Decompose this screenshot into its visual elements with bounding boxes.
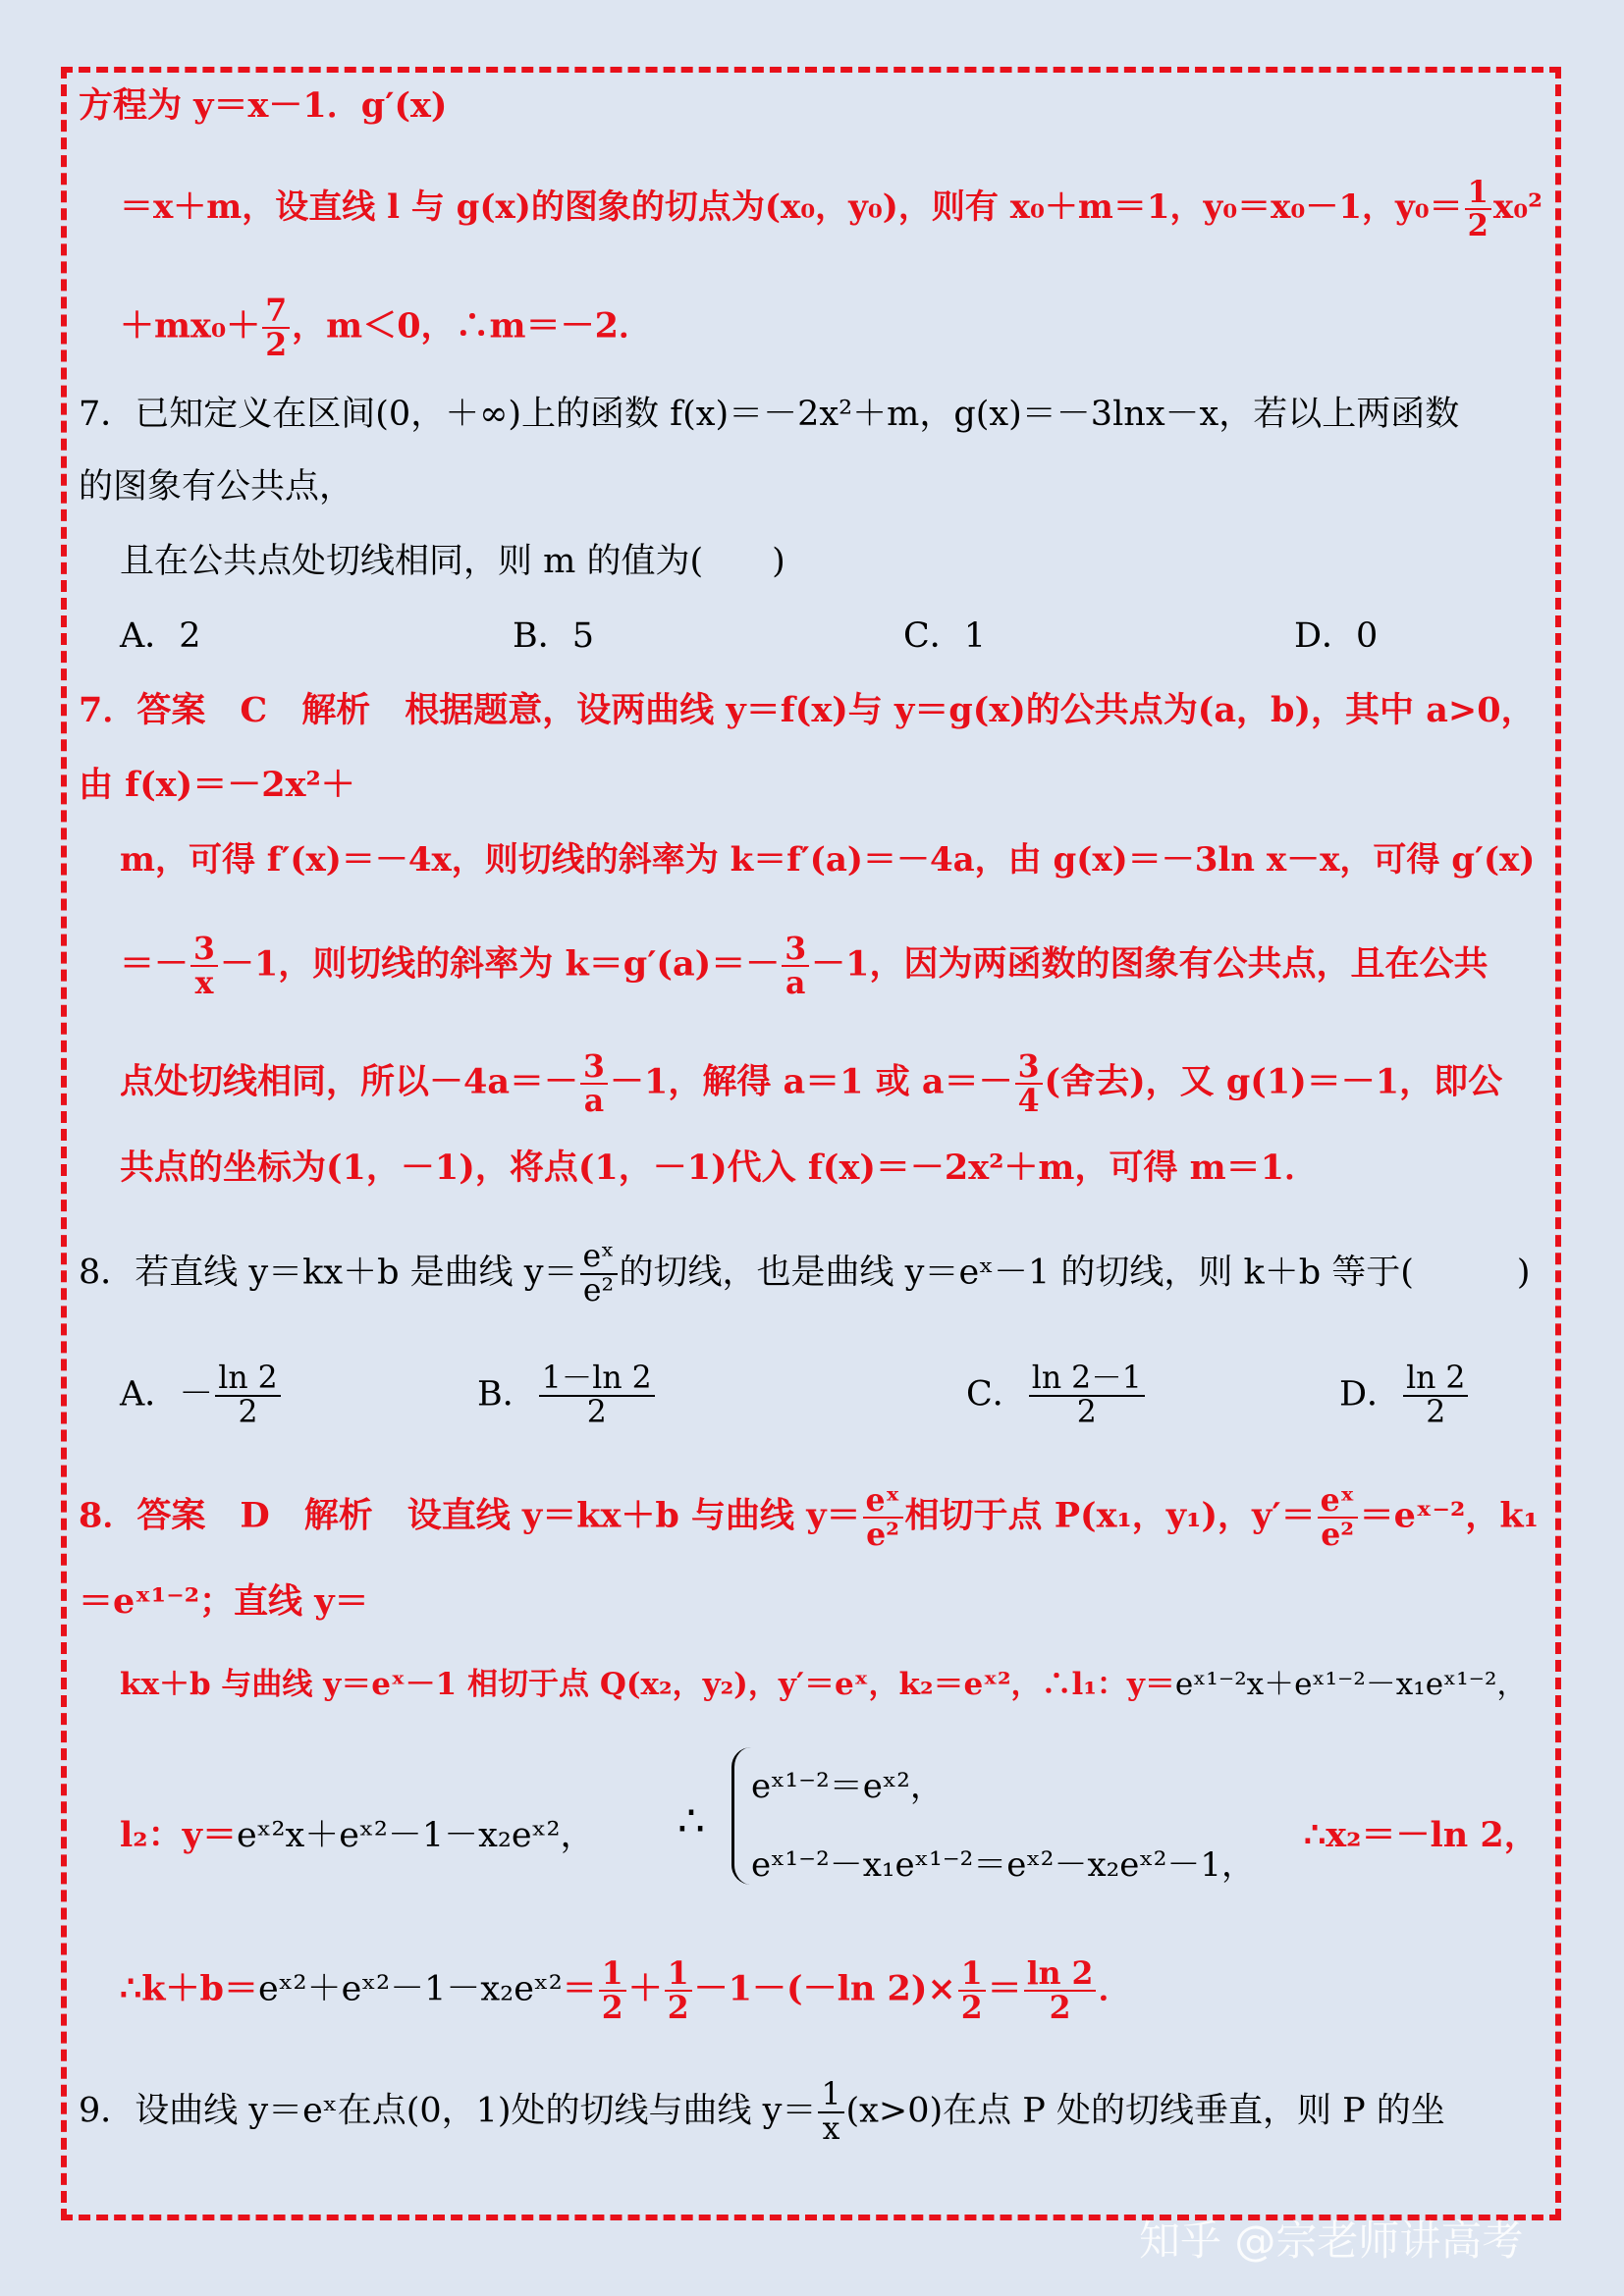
question-7-options — [79, 616, 1545, 656]
dashed-red-border — [61, 67, 1561, 2220]
option-b: B． $\frac{1-\ln 2}{2}$ — [477, 1362, 657, 1429]
system-brace — [731, 1747, 752, 1885]
answer-8-line-5: ∴k＋b＝eˣ²＋eˣ²－1－x₂eˣ²＝ $\frac{1}{2}$ ＋ $\frac{1}{2}$ －1－(－ln 2)× $\frac{1}{2}$ ＝ $\frac{\ln 2}{2}$ ． — [120, 1955, 1133, 2027]
question-7-line-2: 的图象有公共点， — [79, 467, 354, 507]
answer-7-line-6: 共点的坐标为(1，－1)，将点(1，－1)代入 f(x)＝－2x²＋m，可得 m＝1． — [120, 1148, 1320, 1188]
option-c: C．1 — [903, 616, 987, 656]
answer-8-line-4: l₂：y＝eˣ²x＋eˣ²－1－x₂eˣ²， — [120, 1815, 595, 1855]
answer-8-x2-result: ∴x₂＝－ln 2， — [1304, 1815, 1539, 1855]
question-9-line-1: 9．设曲线 y＝eˣ在点(0，1)处的切线与曲线 y＝ $\frac{1}{x}$ (x>0)在点 P 处的切线垂直，则 P 的坐 — [79, 2077, 1445, 2148]
prev-answer-line-1: 方程为 y＝x－1．g′(x) — [79, 85, 448, 126]
option-a: A．2 — [120, 616, 201, 656]
answer-7-line-1: 7．答案 C 解析 根据题意，设两曲线 y＝f(x)与 y＝g(x)的公共点为(a，b)，其中 a>0， — [79, 690, 1536, 730]
answer-8-line-2: ＝eˣ¹⁻²；直线 y＝ — [79, 1581, 369, 1622]
prev-answer-line-2: ＝x＋m，设直线 l 与 g(x)的图象的切点为(x₀，y₀)，则有 x₀＋m＝1，y₀＝x₀－1，y₀＝ $\frac{1}{2}$ x₀² — [120, 175, 1543, 244]
answer-7-line-4: ＝－ $\frac{3}{x}$ －1，则切线的斜率为 k＝g′(a)＝－ $\frac{3}{a}$ －1，因为两函数的图象有公共点，且在公共 — [120, 931, 1489, 1002]
question-8-options — [79, 1361, 1545, 1431]
answer-7-line-5: 点处切线相同，所以－4a＝－ $\frac{3}{a}$ －1，解得 a＝1 或 a＝－ $\frac{3}{4}$ (舍去)，又 g(1)＝－1，即公 — [120, 1048, 1503, 1120]
watermark: 知乎 @宗老师讲高考 — [1139, 2216, 1524, 2265]
system-equation-2: eˣ¹⁻²－x₁eˣ¹⁻²＝eˣ²－x₂eˣ²－1， — [751, 1845, 1256, 1885]
option-b: B．5 — [513, 616, 594, 656]
option-a: A．－ $\frac{\ln 2}{2}$ — [120, 1362, 283, 1429]
system-equation-1: eˣ¹⁻²＝eˣ²， — [751, 1767, 944, 1806]
option-d: D．0 — [1294, 616, 1379, 656]
question-8-line-1: 8．若直线 y＝kx＋b 是曲线 y＝ $\frac{\text{eˣ}}{\text{e²}}$ 的切线，也是曲线 y＝eˣ－1 的切线，则 k＋b 等于( ) — [79, 1239, 1531, 1309]
answer-7-line-3: m，可得 f′(x)＝－4x，则切线的斜率为 k＝f′(a)＝－4a，由 g(x)＝－3ln x－x，可得 g′(x) — [120, 840, 1536, 880]
option-d: D． $\frac{\ln 2}{2}$ — [1339, 1362, 1470, 1429]
question-7-line-3: 且在公共点处切线相同，则 m 的值为( ) — [120, 542, 785, 581]
question-7-line-1: 7．已知定义在区间(0，＋∞)上的函数 f(x)＝－2x²＋m，g(x)＝－3lnx－x，若以上两函数 — [79, 395, 1460, 434]
answer-8-line-3: kx＋b 与曲线 y＝eˣ－1 相切于点 Q(x₂，y₂)，y′＝eˣ，k₂＝eˣ²，∴l₁：y＝eˣ¹⁻²x＋eˣ¹⁻²－x₁eˣ¹⁻²， — [120, 1667, 1528, 1702]
prev-answer-line-3: ＋mx₀＋ $\frac{7}{2}$ ，m＜0，∴m＝－2． — [120, 293, 653, 364]
therefore-symbol: ∴ — [677, 1796, 705, 1846]
answer-7-line-2: 由 f(x)＝－2x²＋ — [79, 765, 355, 805]
option-c: C． $\frac{\ln 2-1}{2}$ — [966, 1362, 1147, 1429]
answer-8-line-1: 8．答案 D 解析 设直线 y＝kx＋b 与曲线 y＝ $\frac{\text{eˣ}}{\text{e²}}$ 相切于点 P(x₁，y₁)，y′＝ $\frac{\text{eˣ}}{\text{e²}}$ ＝eˣ⁻²，k₁ — [79, 1482, 1539, 1554]
